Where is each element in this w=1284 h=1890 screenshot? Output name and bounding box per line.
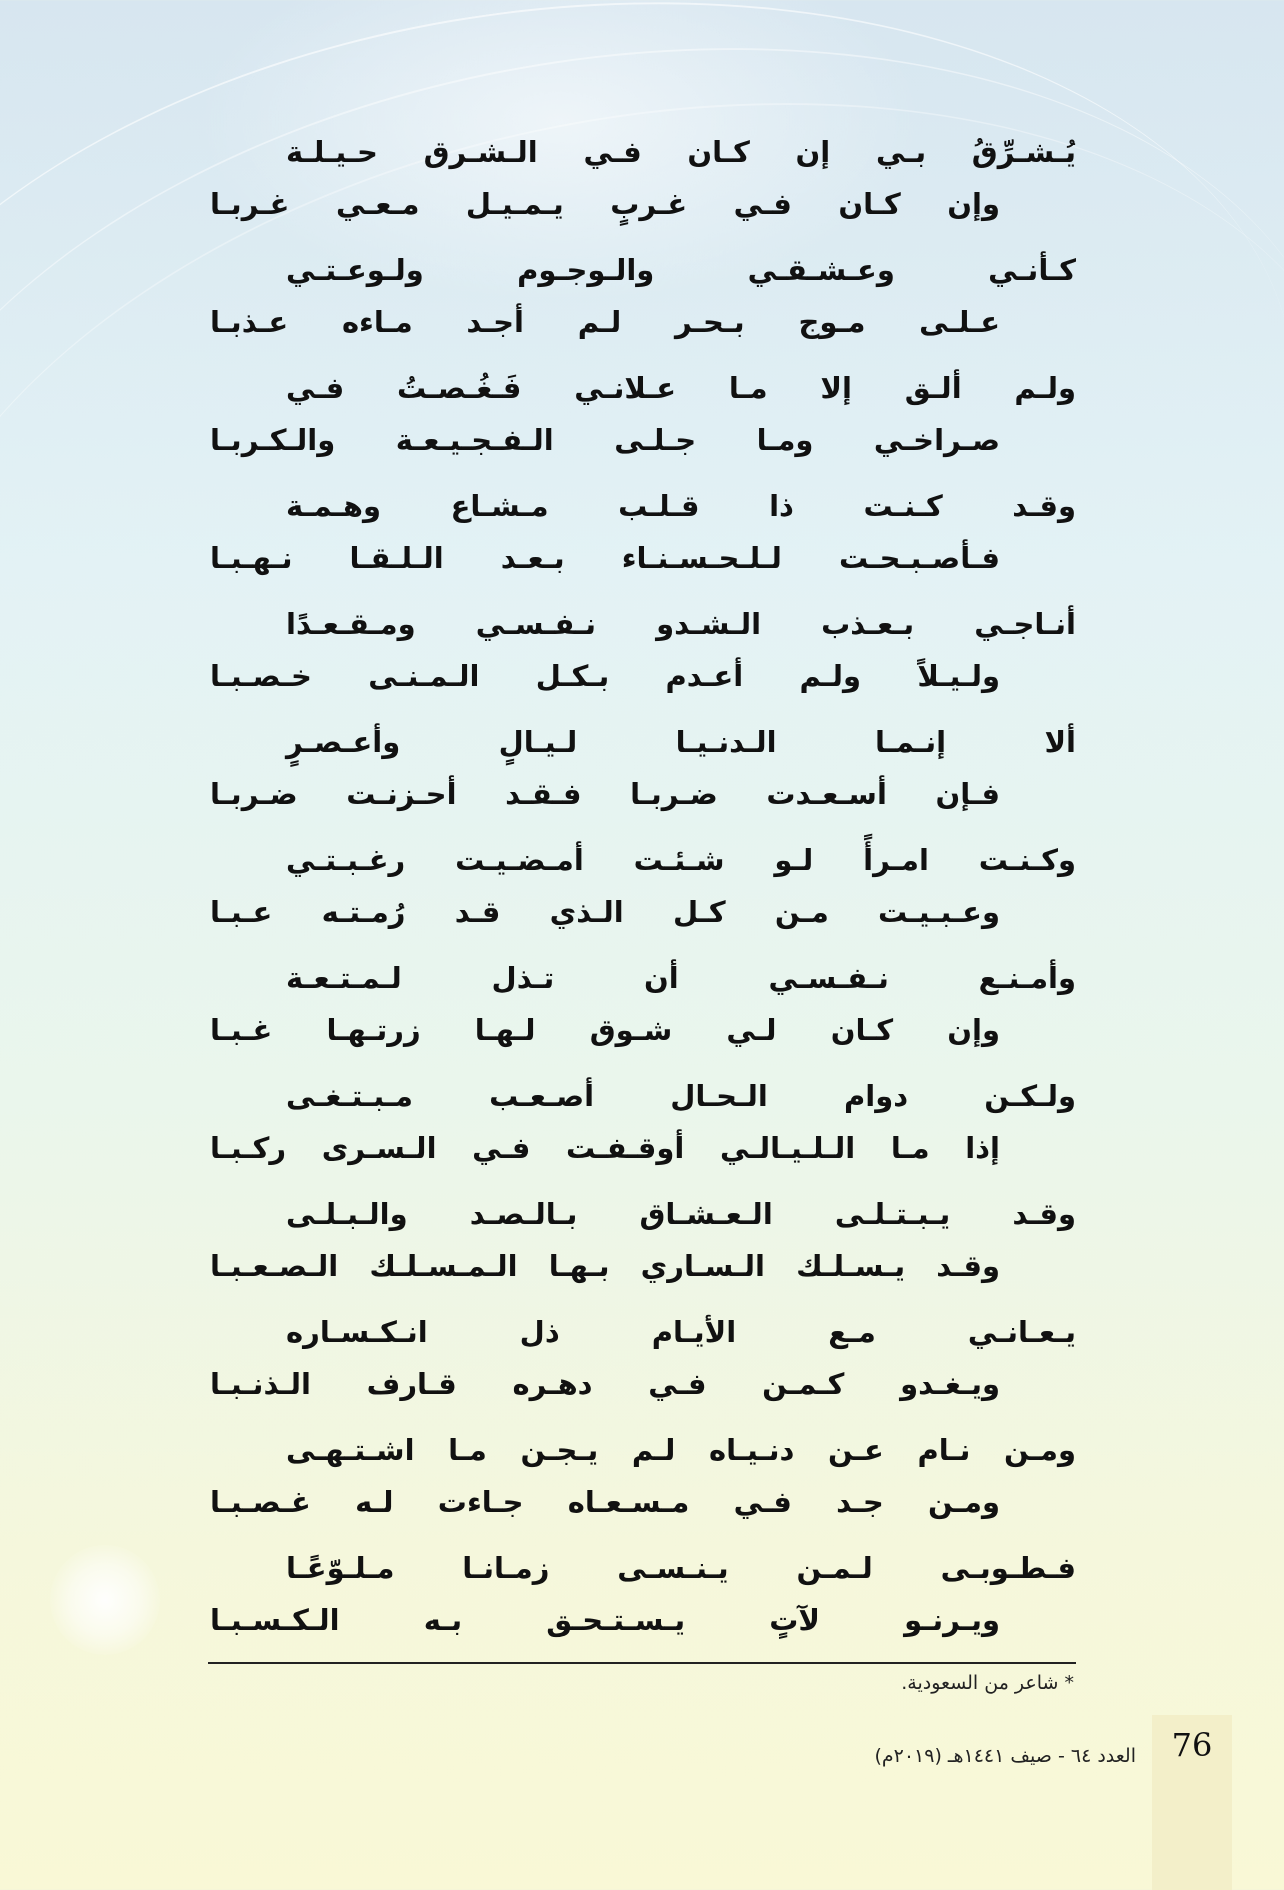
- verse-first-hemistich: ولـم ألـق إلا مـا عـلانـي فَـغُـصـتُ فـي: [286, 371, 1076, 405]
- verse-second-hemistich: وإن كـان لـي شـوق لـهـا زرتـهـا غـبـا: [210, 1013, 1000, 1047]
- verse: [200, 838, 1080, 956]
- verse: [200, 1192, 1080, 1310]
- verse: [200, 1428, 1080, 1546]
- verse: [200, 130, 1080, 248]
- verse-first-hemistich: ولـكـن دوام الـحـال أصـعـب مـبـتـغـى: [286, 1079, 1076, 1113]
- issue-info: العدد ٦٤ - صيف ١٤٤١هـ (٢٠١٩م): [874, 1745, 1136, 1767]
- verse: [200, 1074, 1080, 1192]
- verse: [200, 602, 1080, 720]
- verse-first-hemistich: وقـد يـبـتـلـى الـعـشـاق بـالـصـد والـبـلـى: [286, 1197, 1076, 1231]
- verse-first-hemistich: فـطـوبـى لـمـن يـنـسـى زمـانـا مـلـوّعًـا: [286, 1551, 1076, 1585]
- verse-second-hemistich: فـإن أسـعـدت ضـربـا فـقـد أحـزنـت ضـربـا: [210, 777, 1000, 811]
- verse-second-hemistich: صـراخـي ومـا جـلـى الـفـجـيـعـة والـكـربـا: [210, 423, 1000, 457]
- verse-first-hemistich: يـعـانـي مـع الأيـام ذل انـكـسـاره: [286, 1315, 1076, 1349]
- page-number: 76: [1171, 1726, 1213, 1764]
- verse: [200, 1546, 1080, 1664]
- verse-second-hemistich: ولـيـلاً ولـم أعـدم بـكـل الـمـنـى خـصـبـا: [210, 659, 1000, 693]
- verse-second-hemistich: عـلـى مـوج بـحـر لـم أجـد مـاءه عـذبـا: [210, 305, 1000, 339]
- verse: [200, 720, 1080, 838]
- verse: [200, 366, 1080, 484]
- verse-second-hemistich: وإن كـان فـي غـربٍ يـمـيـل مـعـي غـربـا: [210, 187, 1000, 221]
- verse-first-hemistich: وكـنـت امـرأً لـو شـئـت أمـضـيـت رغـبـتـي: [286, 843, 1076, 877]
- verse-first-hemistich: ومـن نـام عـن دنـيـاه لـم يـجـن مـا اشـتـهـى: [286, 1433, 1076, 1467]
- verse-second-hemistich: فـأصـبـحـت لـلـحـسـنـاء بـعـد الـلـقـا نـهـبـا: [210, 541, 1000, 575]
- verse: [200, 484, 1080, 602]
- verse-first-hemistich: أنـاجـي بـعـذب الـشـدو نـفـسـي ومـقـعـدًا: [286, 607, 1076, 641]
- verse-first-hemistich: وأمـنـع نـفـسـي أن تـذل لـمـتـعـة: [286, 961, 1076, 995]
- verse-second-hemistich: إذا مـا الـلـيـالـي أوقـفـت فـي الـسـرى ركـبـا: [210, 1131, 1000, 1165]
- verse-first-hemistich: وقـد كـنـت ذا قـلـب مـشـاع وهـمـة: [286, 489, 1076, 523]
- verse-second-hemistich: ويـرنـو لآتٍ يـسـتـحـق بـه الـكـسـبـا: [210, 1603, 1000, 1637]
- verse-first-hemistich: كـأنـي وعـشـقـي والـوجـوم ولـوعـتـي: [286, 253, 1076, 287]
- verse-second-hemistich: وقـد يـسـلـك الـسـاري بـهـا الـمـسـلـك الـصـعـبـا: [210, 1249, 1000, 1283]
- verse-second-hemistich: وعـبـيـت مـن كـل الـذي قـد رُمـتـه عـبـا: [210, 895, 1000, 929]
- decorative-glow: [50, 1545, 160, 1655]
- footnote: * شاعر من السعودية.: [901, 1672, 1074, 1694]
- verse-second-hemistich: ويـغـدو كـمـن فـي دهـره قـارف الـذنـبـا: [210, 1367, 1000, 1401]
- verse: [200, 1310, 1080, 1428]
- footnote-divider: [208, 1662, 1076, 1664]
- verse-first-hemistich: يُـشـرِّقُ بـي إن كـان فـي الـشـرق حـيـلـة: [286, 135, 1076, 169]
- verse-first-hemistich: ألا إنـمـا الـدنـيـا لـيـالٍ وأعـصـرٍ: [286, 725, 1076, 759]
- verse: [200, 956, 1080, 1074]
- verse-second-hemistich: ومـن جـد فـي مـسـعـاه جـاءت لـه غـصـبـا: [210, 1485, 1000, 1519]
- verse: [200, 248, 1080, 366]
- poem: [200, 130, 1080, 1664]
